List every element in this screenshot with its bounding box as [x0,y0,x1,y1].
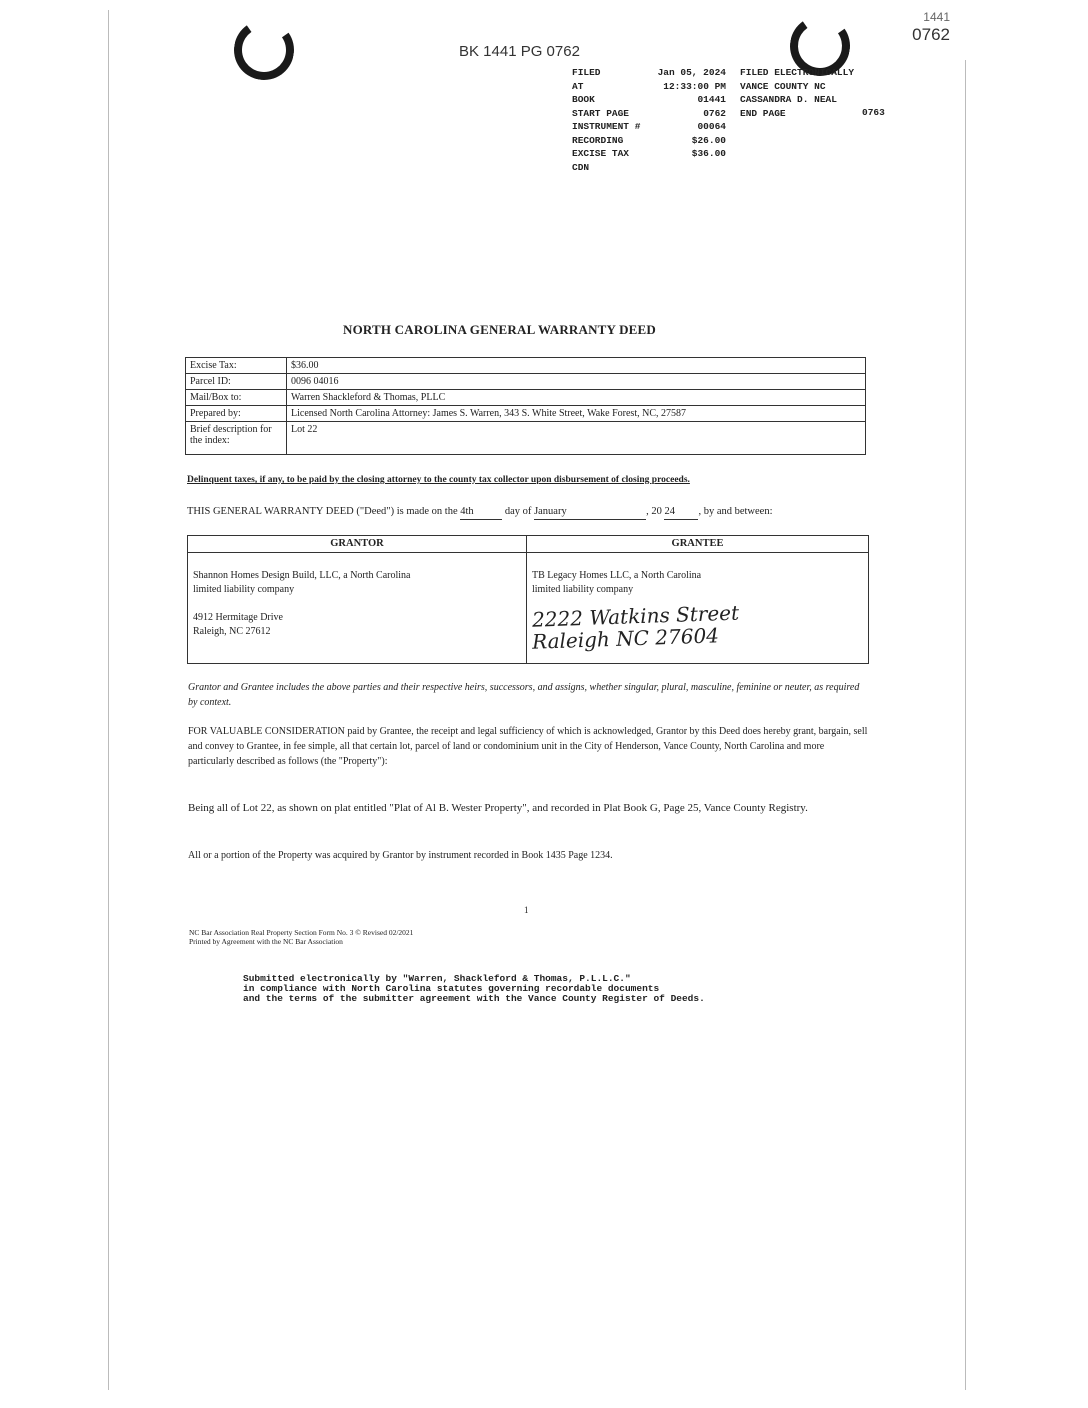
prepared-by-value: Licensed North Carolina Attorney: James S. Warren, 343 S. White Street, Wake Forest, NC, 27587 [287,406,866,422]
excise-tax-value: $36.00 [287,358,866,374]
corner-book-page [890,8,950,44]
deed-year: 24 [664,504,698,520]
grantee-handwritten-street: 2222 Watkins Street [531,600,740,632]
mail-to-label: Mail/Box to: [186,390,287,406]
grantee-details [527,553,868,654]
delinquent-taxes-notice: Delinquent taxes, if any, to be paid by the closing attorney to the county tax collector upon disbursement of closing proceeds. [187,475,690,485]
brief-description-label: Brief description for the index: [186,422,287,455]
table-row [186,390,866,406]
grantor-entity-type: limited liability company [193,584,295,595]
recording-stamp-end-page: 0763 [862,107,885,118]
left-scan-edge [108,10,109,1390]
grantee-header: GRANTEE [527,536,868,553]
recording-stamp-values: Jan 05, 2024 12:33:00 PM 01441 0762 00064 $26.00 $36.00 [657,67,726,159]
grantor-address-line1: 4912 Hermitage Drive [193,612,283,623]
parcel-id-value: 0096 04016 [287,374,866,390]
grantor-address-line2: Raleigh, NC 27612 [193,626,271,637]
prepared-by-label: Prepared by: [186,406,287,422]
form-number: NC Bar Association Real Property Section Form No. 3 © Revised 02/2021 [189,928,414,937]
grantor-header: GRANTOR [188,536,526,553]
electronic-submission-notice: Submitted electronically by "Warren, Shackleford & Thomas, P.L.L.C." in compliance with North Carolina statutes governing recordable documents and the terms of the submitter agreement with the Vance County Register of Deeds. [243,973,705,1004]
corner-page: 0762 [912,25,950,44]
grantor-name: Shannon Homes Design Build, LLC, a North Carolina [193,570,411,581]
grantor-details [188,553,526,643]
brief-description-value: Lot 22 [287,422,866,455]
grantee-entity-type: limited liability company [532,584,634,595]
form-footer [189,928,413,946]
punch-hole-left [229,15,299,85]
book-page-header: BK 1441 PG 0762 [459,43,580,60]
deed-line-prefix: THIS GENERAL WARRANTY DEED ("Deed") is made on the [187,506,458,517]
recording-stamp-office: FILED ELECTRONICALLY VANCE COUNTY NC CASSANDRA D. NEAL END PAGE [740,67,855,119]
table-row [186,406,866,422]
mail-to-value: Warren Shackleford & Thomas, PLLC [287,390,866,406]
grantor-box [187,535,527,664]
recording-stamp-labels: FILED AT BOOK START PAGE INSTRUMENT # RECORDING EXCISE TAX CDN [572,67,641,173]
lot-description-paragraph: Being all of Lot 22, as shown on plat entitled "Plat of Al B. Wester Property", and recorded in Plat Book G, Page 25, Vance County Registry. [188,802,808,814]
page-number: 1 [524,905,529,915]
grantee-handwritten-city: Raleigh NC 27604 [531,623,720,654]
right-scan-edge [965,60,966,1390]
deed-title: NORTH CAROLINA GENERAL WARRANTY DEED [343,322,657,337]
table-row [186,374,866,390]
printed-by-agreement: Printed by Agreement with the NC Bar Association [189,937,343,946]
acquisition-paragraph: All or a portion of the Property was acquired by Grantor by instrument recorded in Book 1435 Page 1234. [188,850,613,861]
deed-info-table [185,357,866,455]
consideration-paragraph: FOR VALUABLE CONSIDERATION paid by Grantee, the receipt and legal sufficiency of which is acknowledged, Grantor by this Deed does hereby grant, bargain, sell and convey to Grantee, in fee simple, all that certain lot, parcel of land or condominium unit in the City of Henderson, Vance County, North Carolina and more particularly described as follows (the "Property"): [188,726,868,767]
table-row [186,358,866,374]
deed-year-prefix: , 20 [646,506,662,517]
deed-date-line [187,504,773,520]
excise-tax-label: Excise Tax: [186,358,287,374]
corner-book: 1441 [923,10,950,24]
deed-day: 4th [460,504,502,520]
parties-definition-paragraph: Grantor and Grantee includes the above parties and their respective heirs, successors, and assigns, whether singular, plural, masculine, feminine or neuter, as required by context. [188,682,860,708]
parcel-id-label: Parcel ID: [186,374,287,390]
deed-month: January [534,504,646,520]
table-row [186,422,866,455]
deed-line-suffix: , by and between: [698,506,773,517]
grantee-box [526,535,869,664]
grantee-name: TB Legacy Homes LLC, a North Carolina [532,570,702,581]
deed-day-of: day of [504,506,532,517]
